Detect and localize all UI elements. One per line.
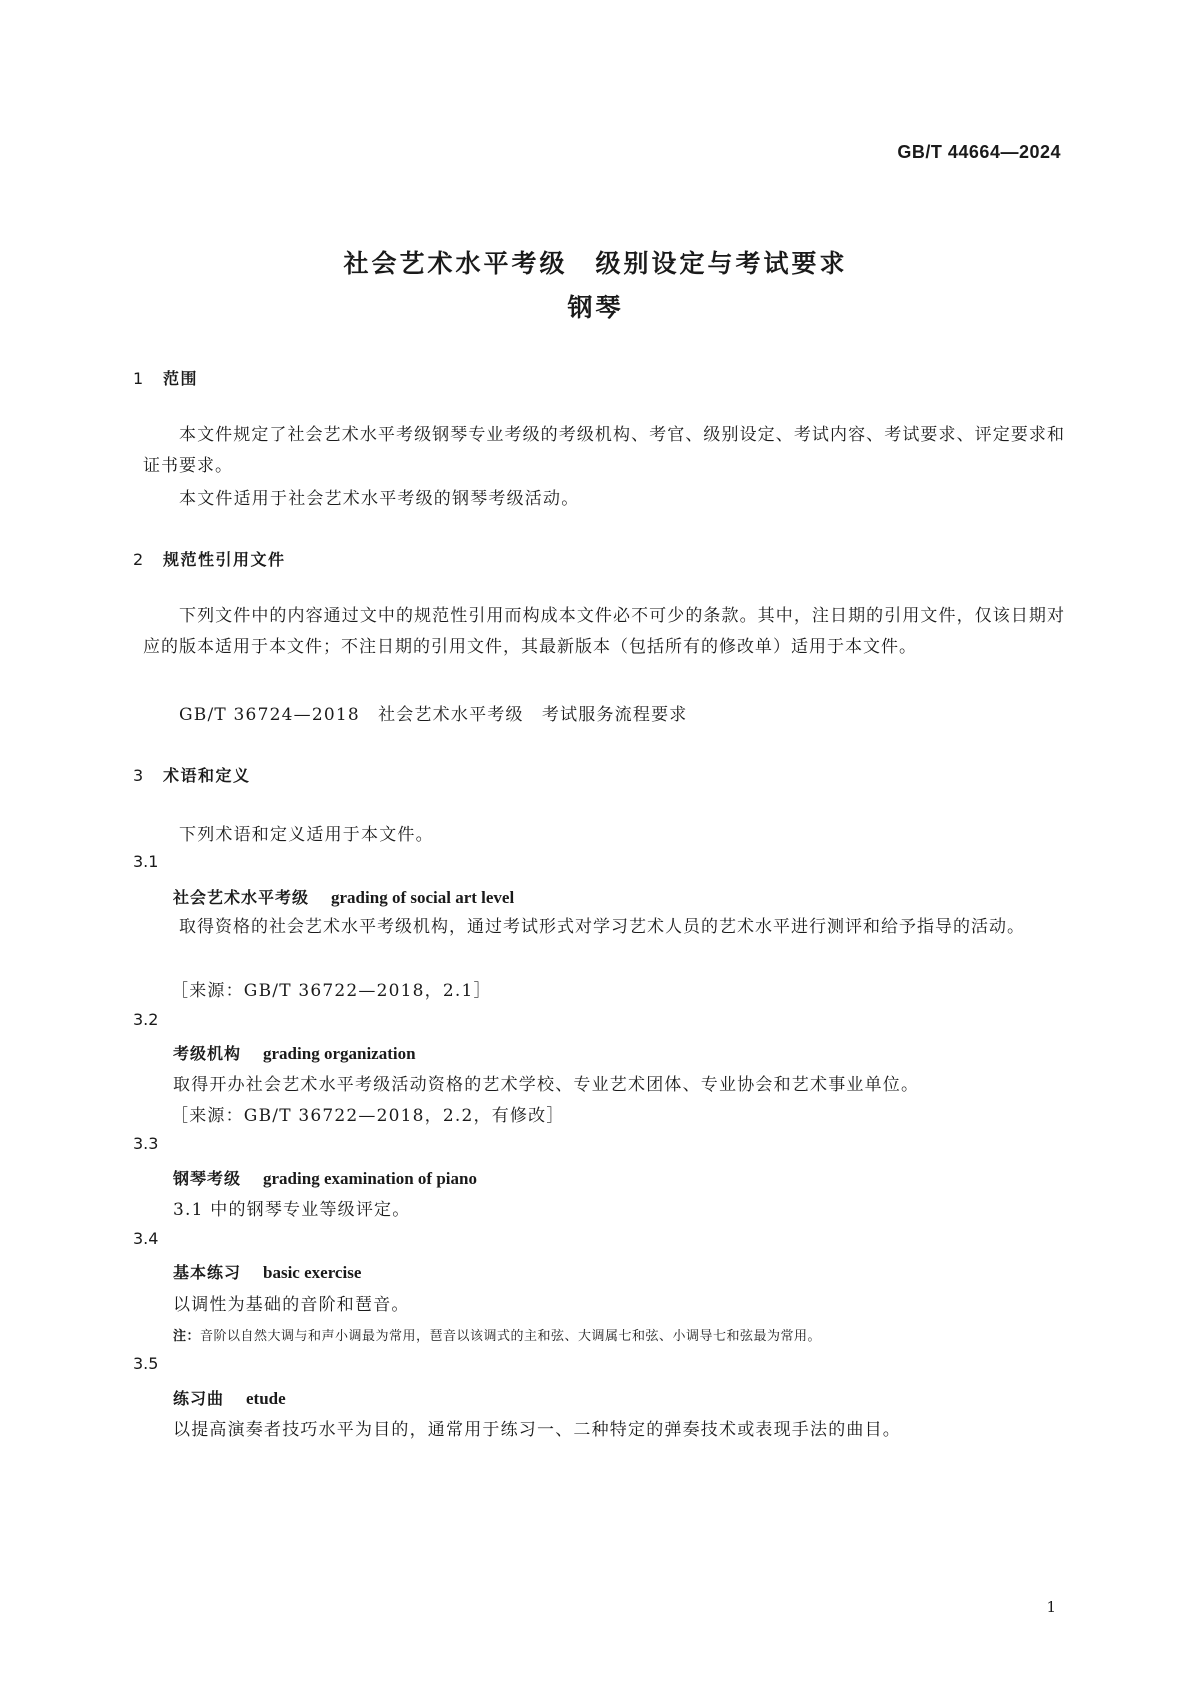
term-3-1-source: ［来源：GB/T 36722—2018，2.1］: [171, 981, 492, 1001]
term-3-2-title: [173, 1041, 416, 1064]
section-1-paragraph-2: 本文件适用于社会艺术水平考级的钢琴考级活动。: [179, 489, 580, 509]
section-number: 2: [133, 550, 145, 569]
term-3-1-title: [173, 885, 514, 908]
section-number: 3: [133, 766, 145, 785]
term-3-5-definition: 以提高演奏者技巧水平为目的，通常用于练习一、二种特定的弹奏技术或表现手法的曲目。: [173, 1420, 901, 1440]
term-3-3-definition: 3.1 中的钢琴专业等级评定。: [173, 1200, 411, 1220]
section-title: 规范性引用文件: [163, 550, 286, 569]
note-text: 音阶以自然大调与和声小调最为常用，琶音以该调式的主和弦、大调属七和弦、小调导七和弦最为常用。: [200, 1329, 822, 1344]
term-3-5-clause: 3.5: [133, 1354, 159, 1373]
term-3-2-definition: 取得开办社会艺术水平考级活动资格的艺术学校、专业艺术团体、专业协会和艺术事业单位。: [173, 1075, 920, 1095]
term-zh: 考级机构: [173, 1044, 242, 1063]
section-number: 1: [133, 369, 145, 388]
term-en: grading examination of piano: [263, 1169, 477, 1188]
section-title: 术语和定义: [163, 766, 251, 785]
page-number: 1: [1046, 1598, 1056, 1616]
term-3-4-note: [173, 1325, 821, 1344]
term-en: etude: [246, 1389, 286, 1408]
section-2-heading: [133, 547, 286, 570]
document-subtitle: 钢琴: [567, 293, 624, 322]
term-zh: 社会艺术水平考级: [173, 888, 310, 907]
section-title: 范围: [163, 369, 199, 388]
term-en: basic exercise: [263, 1263, 362, 1282]
standard-code: GB/T 44664—2024: [897, 142, 1061, 162]
term-3-1-definition: 取得资格的社会艺术水平考级机构，通过考试形式对学习艺术人员的艺术水平进行测评和给予指导的活动。: [179, 917, 1025, 937]
term-3-5-title: [173, 1386, 286, 1409]
term-en: grading organization: [263, 1044, 416, 1063]
normative-reference: GB/T 36724—2018 社会艺术水平考级 考试服务流程要求: [179, 705, 688, 725]
term-3-3-title: [173, 1166, 477, 1189]
note-label: 注：: [173, 1329, 201, 1344]
term-3-2-clause: 3.2: [133, 1010, 159, 1029]
term-3-2-source: ［来源：GB/T 36722—2018，2.2，有修改］: [171, 1106, 565, 1126]
section-1-paragraph-1: 本文件规定了社会艺术水平考级钢琴专业考级的考级机构、考官、级别设定、考试内容、考试要求、评定要求和证书要求。: [143, 425, 1065, 476]
term-3-1-clause: 3.1: [133, 852, 159, 871]
term-3-4-clause: 3.4: [133, 1229, 159, 1248]
document-title: 社会艺术水平考级 级别设定与考试要求: [343, 249, 848, 278]
term-zh: 钢琴考级: [173, 1169, 242, 1188]
term-en: grading of social art level: [331, 888, 515, 907]
term-3-4-definition: 以调性为基础的音阶和琶音。: [173, 1295, 410, 1315]
section-1-heading: [133, 366, 198, 389]
section-3-paragraph-1: 下列术语和定义适用于本文件。: [179, 825, 434, 845]
term-zh: 基本练习: [173, 1263, 242, 1282]
term-zh: 练习曲: [173, 1389, 225, 1408]
section-2-paragraph-1: 下列文件中的内容通过文中的规范性引用而构成本文件必不可少的条款。其中，注日期的引用文件，仅该日期对应的版本适用于本文件；不注日期的引用文件，其最新版本（包括所有的修改单）适用于本文件。: [143, 606, 1065, 657]
term-3-3-clause: 3.3: [133, 1134, 159, 1153]
term-3-4-title: [173, 1260, 361, 1283]
section-3-heading: [133, 763, 251, 786]
